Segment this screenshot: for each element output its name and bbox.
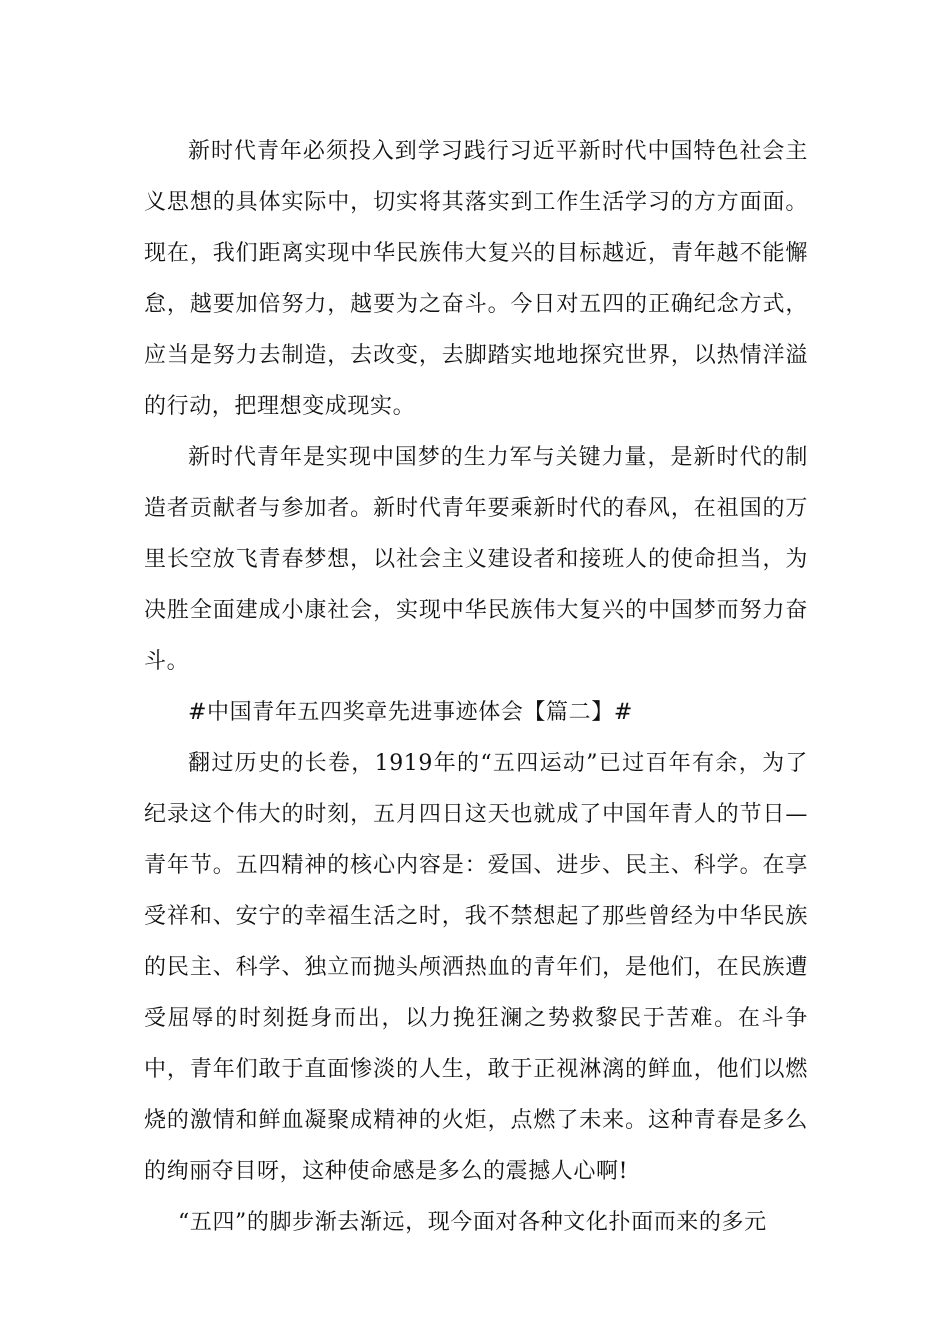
paragraph-4: “五四”的脚步渐去渐远，现今面对各种文化扑面而来的多元 xyxy=(178,1210,767,1235)
section-heading: #中国青年五四奖章先进事迹体会【篇二】# xyxy=(188,700,633,725)
paragraph-1: 新时代青年必须投入到学习践行习近平新时代中国特色社会主义思想的具体实际中，切实将其落实到工作生活学习的方方面面。现在，我们距离实现中华民族伟大复兴的目标越近，青年越不能懈怠，越要加倍努力，越要为之奋斗。今日对五四的正确纪念方式，应当是努力去制造，去改变，去脚踏实地地探究世界，以热情洋溢的行动，把理想变成现实。 xyxy=(144,139,808,419)
document-body xyxy=(144,126,808,1248)
paragraph-3: 翻过历史的长卷，1919年的“五四运动”已过百年有余，为了纪录这个伟大的时刻，五月四日这天也就成了中国年青人的节日—青年节。五四精神的核心内容是：爱国、进步、民主、科学。在享受祥和、安宁的幸福生活之时，我不禁想起了那些曾经为中华民族的民主、科学、独立而抛头颅洒热血的青年们，是他们，在民族遭受屈辱的时刻挺身而出，以力挽狂澜之势救黎民于苦难。在斗争中，青年们敢于直面惨淡的人生，敢于正视淋漓的鲜血，他们以燃烧的激情和鲜血凝聚成精神的火炬，点燃了未来。这种青春是多么的绚丽夺目呀，这种使命感是多么的震撼人心啊! xyxy=(144,751,808,1184)
paragraph-2: 新时代青年是实现中国梦的生力军与关键力量，是新时代的制造者贡献者与参加者。新时代青年要乘新时代的春风，在祖国的万里长空放飞青春梦想，以社会主义建设者和接班人的使命担当，为决胜全面建成小康社会，实现中华民族伟大复兴的中国梦而努力奋斗。 xyxy=(144,445,808,674)
